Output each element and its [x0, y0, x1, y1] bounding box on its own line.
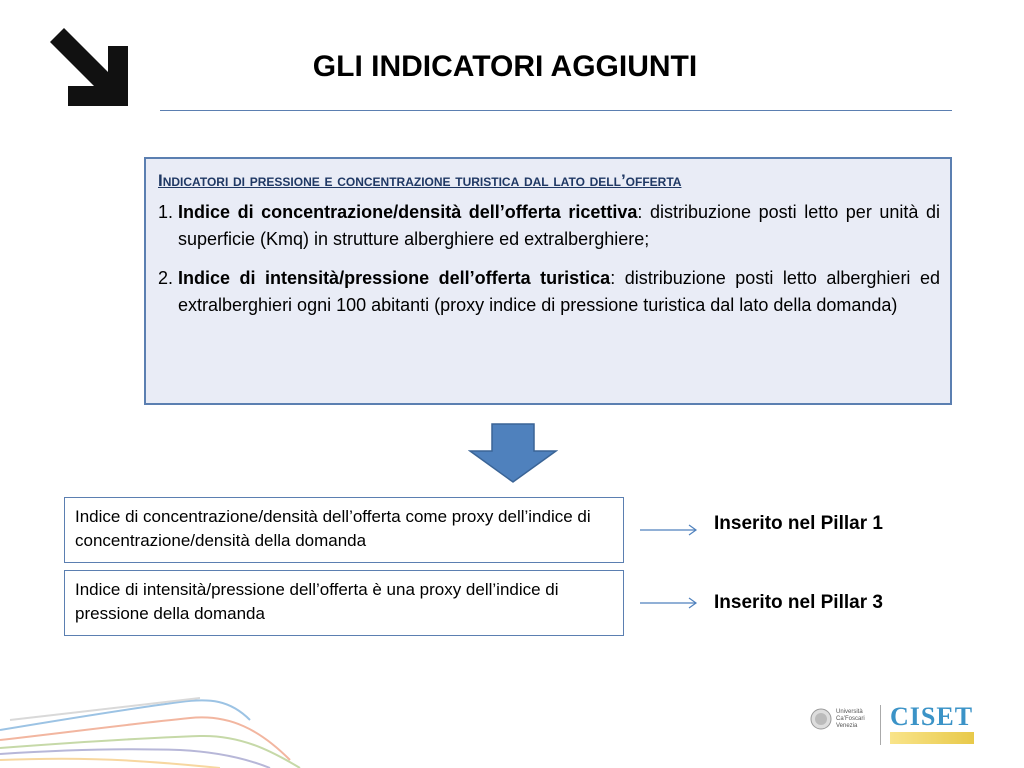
item-number: 2.: [158, 268, 174, 288]
statement-box-2: Indice di intensità/pressione dell’offerta è una proxy dell’indice di pressione della domanda: [64, 570, 624, 636]
indicators-box: [144, 157, 952, 405]
item-text: [178, 265, 940, 319]
statement-box-1: Indice di concentrazione/densità dell’offerta come proxy dell’indice di concentrazione/densità della domanda: [64, 497, 624, 563]
decorative-lines: [0, 690, 320, 768]
pillar-label-3: Inserito nel Pillar 3: [714, 592, 883, 613]
ciset-bar: [890, 732, 974, 744]
pillar-label-1: Inserito nel Pillar 1: [714, 513, 883, 534]
indicator-item-2: [158, 265, 940, 319]
down-arrow-icon: [468, 423, 558, 483]
right-arrow-icon: [640, 596, 700, 610]
item-title: Indice di intensità/pressione dell’offerta turistica: [178, 268, 611, 288]
university-logo: [810, 708, 880, 730]
logo-divider: [880, 705, 881, 745]
diagonal-arrow-icon: [50, 28, 132, 110]
university-seal-icon: [810, 708, 832, 730]
university-line: Ca’Foscari: [836, 715, 865, 722]
title-divider: [160, 110, 952, 111]
item-text: [178, 199, 940, 253]
indicators-heading: Indicatori di pressione e concentrazione turistica dal lato dell’offerta: [158, 171, 682, 190]
ciset-wordmark: CISET: [890, 702, 974, 731]
page-title: GLI INDICATORI AGGIUNTI: [312, 50, 698, 83]
right-arrow-icon: [640, 523, 700, 537]
university-line: Venezia: [836, 722, 858, 729]
item-title: Indice di concentrazione/densità dell’offerta ricettiva: [178, 202, 638, 222]
university-name: [836, 709, 880, 730]
item-description: : distribuzione posti letto per unità di superficie (Kmq) in strutture alberghiere ed extralberghiere;: [178, 202, 940, 249]
indicator-item-1: [158, 199, 940, 253]
ciset-logo: [890, 702, 978, 744]
item-number: 1.: [158, 202, 174, 222]
item-description: : distribuzione posti letto alberghieri ed extralberghieri ogni 100 abitanti (proxy indice di pressione turistica dal lato della domanda): [178, 268, 940, 315]
university-line: Università: [836, 708, 863, 715]
